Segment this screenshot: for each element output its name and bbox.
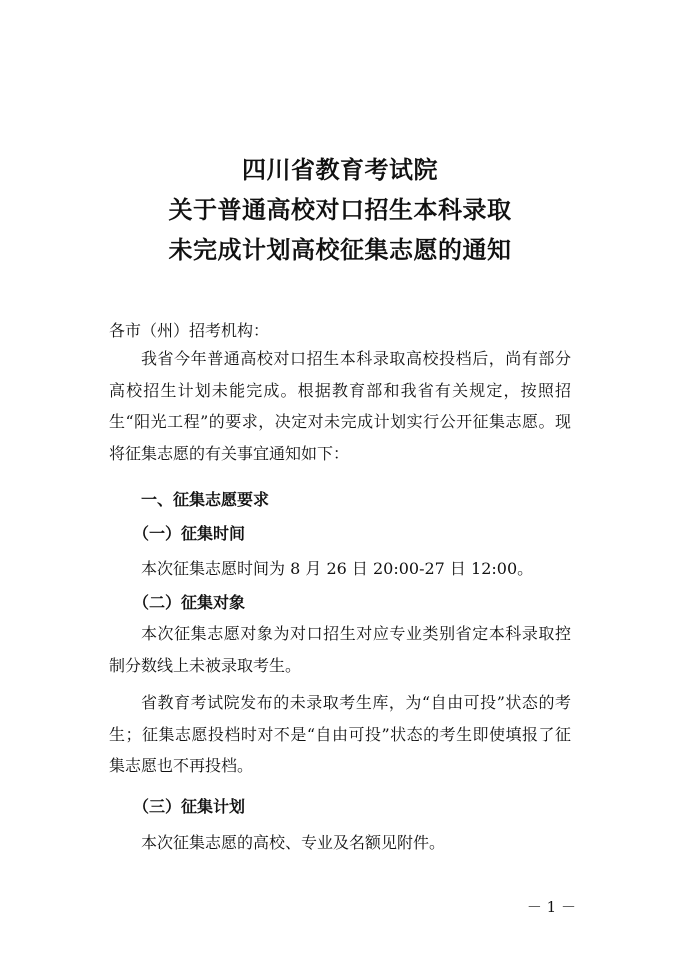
subheading-target: （二）征集对象 (133, 593, 246, 612)
plan-paragraph: 本次征集志愿的高校、专业及名额见附件。 (141, 833, 446, 852)
target-paragraph-2: 省教育考试院发布的未录取考生库，为“自由可投”状态的考生；征集志愿投档时对不是“自由可投”状态的考生即使填报了征集志愿也不再投档。 (109, 693, 571, 775)
time-paragraph: 本次征集志愿时间为 8 月 26 日 20:00-27 日 12:00。 (141, 559, 534, 578)
title-line-subject: 关于普通高校对口招生本科录取 (168, 196, 512, 224)
page-number: － 1 － (526, 898, 576, 916)
intro-paragraph: 我省今年普通高校对口招生本科录取高校投档后，尚有部分高校招生计划未能完成。根据教育部和我省有关规定，按照招生“阳光工程”的要求，决定对未完成计划实行公开征集志愿。现将征集志愿的有关事宜通知如下： (109, 349, 571, 463)
title-line-issuer: 四川省教育考试院 (242, 156, 438, 184)
target-paragraph-1: 本次征集志愿对象为对口招生对应专业类别省定本科录取控制分数线上未被录取考生。 (109, 624, 571, 675)
subheading-plan: （三）征集计划 (133, 797, 246, 816)
section-heading-requirements: 一、征集志愿要求 (141, 490, 270, 509)
title-line-subject-continued: 未完成计划高校征集志愿的通知 (168, 236, 512, 264)
document-title (0, 150, 680, 270)
subheading-time: （一）征集时间 (133, 524, 246, 543)
salutation: 各市（州）招考机构： (109, 321, 270, 340)
